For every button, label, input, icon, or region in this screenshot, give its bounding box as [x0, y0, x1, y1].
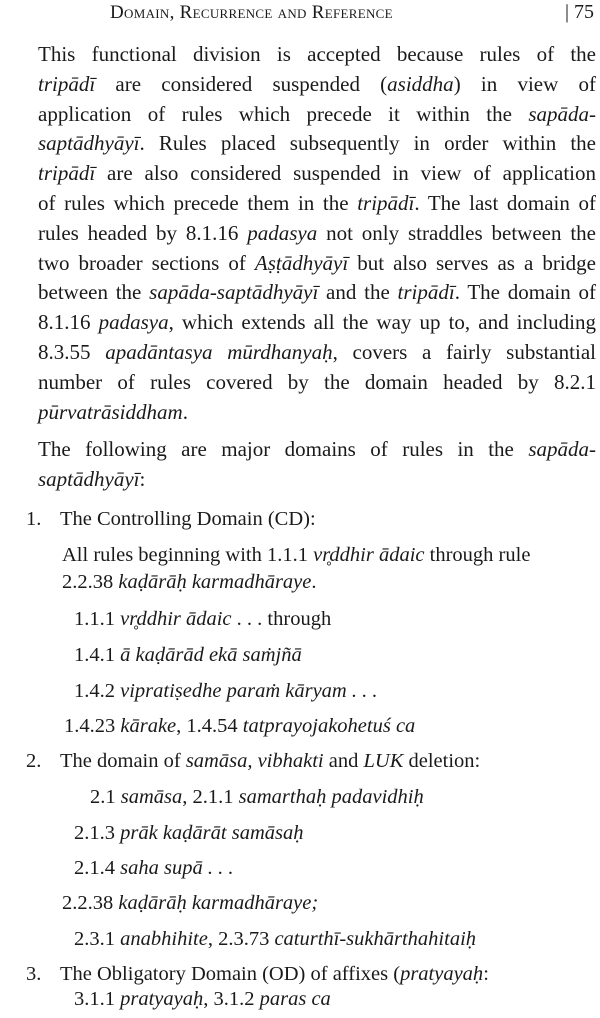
text-run: , 2.3.73: [207, 928, 275, 950]
italic-term: tripādī: [397, 280, 455, 305]
rule-2-1: [90, 786, 424, 809]
italic-term: asiddha: [387, 71, 454, 96]
italic-term: saha supā . . .: [120, 857, 234, 879]
italic-term: tripādī: [357, 190, 415, 215]
text-run: 1.1.1: [74, 608, 121, 630]
italic-term: vipratiṣedhe paraṁ kāryam . . .: [120, 680, 378, 702]
italic-term: LUK: [363, 750, 404, 772]
text-run: .: [182, 399, 188, 424]
text-run: 1.4.1: [74, 644, 121, 666]
text-line: [6, 70, 596, 100]
paragraph-functional-division: [6, 40, 596, 427]
text-run: but also serves as a bridge: [348, 250, 597, 275]
text-run: are considered suspended (: [95, 71, 388, 96]
italic-term: saptādhyāyī: [38, 131, 140, 156]
text-line: [6, 278, 596, 308]
rule-2-2-38: [62, 892, 318, 915]
italic-term: pratyayaḥ: [400, 963, 484, 985]
italic-term: samāsa, vibhakti: [185, 750, 324, 772]
italic-term: padasya: [247, 220, 318, 245]
text-run: 2.2.38: [62, 571, 119, 593]
text-run: 8.1.16: [38, 310, 99, 335]
text-line: [6, 308, 596, 338]
running-title: Domain, Recurrence and Reference: [110, 2, 393, 23]
text-run: and the: [318, 280, 398, 305]
text-run: application of rules which precede it within the: [38, 101, 529, 126]
italic-term: paras ca: [259, 988, 331, 1010]
domain-2-title: [26, 750, 480, 773]
italic-term: kārake: [120, 715, 177, 737]
text-run: . . . through: [231, 608, 332, 630]
italic-term: tatprayojakohetuś ca: [242, 715, 416, 737]
italic-term: pratyayaḥ: [120, 988, 204, 1010]
text-run: The domain of: [60, 750, 186, 772]
text-run: 2.1.3: [74, 822, 121, 844]
text-run: The Controlling Domain (CD):: [60, 508, 316, 530]
text-run: of rules which precede them in the: [38, 190, 358, 215]
text-line: [6, 159, 596, 189]
text-run: are also considered suspended in view of application: [95, 161, 596, 186]
italic-term: padasya: [98, 310, 169, 335]
text-run: :: [483, 963, 489, 985]
domain-1-title: [26, 508, 316, 531]
domain-1-desc-line2: [62, 571, 317, 594]
text-run: :: [139, 467, 146, 492]
rule-2-3-1: [74, 928, 476, 951]
text-run: 8.3.55: [38, 339, 106, 364]
text-line: [6, 368, 596, 398]
text-run: 2.2.38: [62, 892, 119, 914]
text-run: . The domain of: [454, 280, 596, 305]
text-run: rules headed by 8.1.16: [38, 220, 248, 245]
text-run: 1.4.23: [64, 715, 121, 737]
running-head: [0, 0, 600, 30]
italic-term: anabhihite: [120, 928, 208, 950]
text-run: two broader sections of: [38, 250, 255, 275]
text-line: [6, 465, 596, 495]
text-line: [6, 338, 596, 368]
text-run: ) in view of: [453, 71, 596, 96]
text-line: [6, 189, 596, 219]
text-run: The Obligatory Domain (OD) of affixes (: [60, 963, 401, 985]
rule-3-1-1: [74, 988, 331, 1011]
text-run: and: [323, 750, 364, 772]
text-line: [6, 249, 596, 279]
text-run: through rule: [424, 544, 531, 566]
body-text: [6, 40, 596, 495]
italic-term: samāsa: [120, 786, 183, 808]
list-number: 3.: [26, 963, 42, 985]
italic-term: kaḍārāḥ karmadhāraye;: [118, 892, 319, 914]
text-run: .: [311, 571, 317, 593]
domain-3-title: [26, 963, 489, 986]
text-run: 2.3.1: [74, 928, 121, 950]
italic-term: tripādī: [38, 71, 96, 96]
text-line: [6, 219, 596, 249]
text-run: . Rules placed subsequently in order within the: [139, 131, 596, 156]
italic-term: apadāntasya mūrdhanyaḥ: [105, 339, 333, 364]
text-run: This functional division is accepted because rules of the: [38, 42, 596, 66]
text-line: [6, 398, 596, 428]
text-run: , 3.1.2: [203, 988, 260, 1010]
text-line: [6, 100, 596, 130]
text-run: , 2.1.1: [182, 786, 239, 808]
rule-2-1-4: [74, 857, 233, 880]
italic-term: ā kaḍārād ekā saṁjñā: [120, 644, 302, 666]
italic-term: vr̥ddhir ādaic: [120, 608, 232, 630]
italic-term: sapāda-: [528, 437, 596, 462]
text-run: . The last domain of: [414, 190, 596, 215]
italic-term: samarthaḥ padavidhiḥ: [238, 786, 424, 808]
text-run: , covers a fairly substantial: [332, 339, 596, 364]
text-line: [6, 129, 596, 159]
italic-term: saptādhyāyī: [38, 467, 140, 492]
text-run: The following are major domains of rules in the: [38, 437, 529, 462]
italic-term: caturthī-sukhārthahitaiḥ: [274, 928, 477, 950]
text-run: deletion:: [403, 750, 481, 772]
text-run: 3.1.1: [74, 988, 121, 1010]
italic-term: Aṣṭādhyāyī: [254, 250, 349, 275]
rule-1-4-23: [64, 715, 415, 738]
text-line: [6, 40, 596, 70]
italic-term: sapāda-: [528, 101, 596, 126]
italic-term: pūrvatrāsiddham: [38, 399, 183, 424]
text-run: , 1.4.54: [176, 715, 243, 737]
text-run: 1.4.2: [74, 680, 121, 702]
italic-term: tripādī: [38, 161, 96, 186]
rule-1-1-1: [74, 608, 331, 631]
text-run: not only straddles between the: [317, 220, 596, 245]
text-run: 2.1.4: [74, 857, 121, 879]
italic-term: vr̥ddhir ādaic: [313, 544, 425, 566]
text-run: between the: [38, 280, 150, 305]
text-run: 2.1: [90, 786, 121, 808]
italic-term: sapāda-saptādhyāyī: [149, 280, 319, 305]
paragraph-major-domains: [6, 435, 596, 495]
text-run: All rules beginning with 1.1.1: [62, 544, 314, 566]
text-line: [6, 435, 596, 465]
italic-term: prāk kaḍārāt samāsaḥ: [120, 822, 304, 844]
text-run: , which extends all the way up to, and including: [168, 310, 596, 335]
rule-1-4-2: [74, 680, 377, 703]
text-run: number of rules covered by the domain headed by 8.2.1: [38, 369, 596, 394]
list-number: 1.: [26, 508, 42, 530]
rule-1-4-1: [74, 644, 302, 667]
italic-term: kaḍārāḥ karmadhāraye: [118, 571, 312, 593]
list-number: 2.: [26, 750, 42, 772]
rule-2-1-3: [74, 822, 303, 845]
page-number: | 75: [564, 1, 594, 23]
domain-1-desc-line1: [62, 544, 530, 567]
